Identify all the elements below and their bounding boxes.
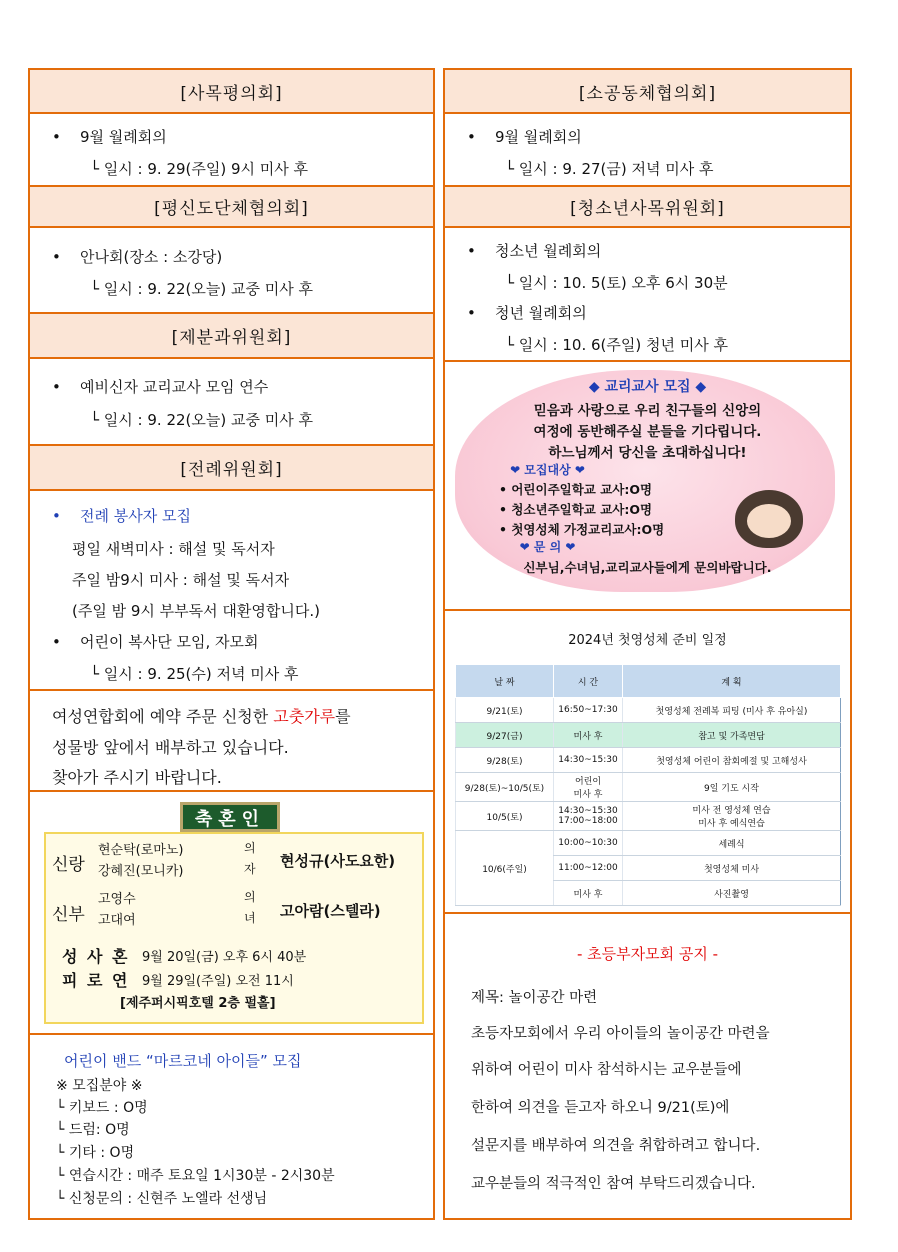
notice-line-3: 찾아가 주시기 바랍니다. (52, 768, 222, 787)
item-date: └ 일시 : 10. 6(주일) 청년 미사 후 (505, 336, 728, 354)
header-time: 시 간 (554, 665, 623, 698)
cell-plan: 첫영성체 어린이 참회예절 및 고해성사 (623, 748, 841, 773)
item-anna-meeting: 안나회(장소 : 소강당) (80, 248, 223, 266)
parents-line-4: 설문지를 배부하여 의견을 취합하려고 합니다. (471, 1138, 761, 1154)
cell-time: 14:30~15:30 (554, 748, 623, 773)
bride-label: 신부 (52, 905, 85, 925)
band-drum: └ 드럼: O명 (56, 1122, 130, 1138)
cell-time: 어린이 미사 후 (554, 773, 623, 802)
groom-label: 신랑 (52, 855, 85, 875)
text-line: (주일 밤 9시 부부독서 대환영합니다.) (72, 602, 320, 620)
divider (30, 689, 433, 691)
band-keyboard: └ 키보드 : O명 (56, 1100, 148, 1116)
item-date: └ 일시 : 9. 27(금) 저녁 미사 후 (505, 160, 714, 178)
poster-contact-text: 신부님,수녀님,교리교사들에게 문의바랍니다. (523, 560, 772, 575)
wedding-venue: [제주퍼시픽호텔 2층 펄홀] (120, 996, 276, 1011)
girl-face-illustration (735, 490, 803, 548)
bullet: • (52, 248, 61, 266)
bullet: • (52, 128, 61, 146)
notice-line-1: 여성연합회에 예약 주문 신청한 고춧가루를 (52, 707, 351, 726)
cell-time: 14:30~15:30 17:00~18:00 (554, 802, 623, 831)
cell-time: 16:50~17:30 (554, 698, 623, 723)
poster-title: ◆ 교리교사 모집 ◆ (588, 379, 707, 395)
item-date: └ 일시 : 9. 22(오늘) 교중 미사 후 (90, 280, 313, 298)
groom-parent-2: 강혜진(모니카) (98, 864, 184, 879)
parents-notice-title: - 초등부자모회 공지 - (576, 945, 719, 963)
item-youth-meeting: 청소년 월례회의 (495, 242, 602, 260)
schedule-table (455, 664, 841, 906)
section-title-liturgy: [전례위원회] (30, 444, 433, 491)
item-monthly-meeting: 9월 월례회의 (80, 128, 167, 146)
cell-plan: 첫영성체 전례복 피팅 (미사 후 유아실) (623, 698, 841, 723)
bullet: • (467, 304, 476, 322)
cell-date: 9/28(토)~10/5(토) (456, 773, 554, 802)
text-line: 주일 밤9시 미사 : 해설 및 독서자 (72, 571, 290, 589)
parents-line-2: 위하여 어린이 미사 참석하시는 교우분들에 (471, 1062, 742, 1078)
parents-line-1: 초등자모회에서 우리 아이들의 놀이공간 마련을 (471, 1026, 770, 1042)
groom-parent-1: 현순탁(로마노) (98, 843, 184, 858)
table-row (456, 698, 841, 723)
cell-plan: 9일 기도 시작 (623, 773, 841, 802)
poster-target-1: • 어린이주일학교 교사:O명 (499, 482, 653, 497)
cell-time: 10:00~10:30 (554, 831, 623, 856)
divider (445, 609, 850, 611)
band-title: 어린이 밴드 “마르코네 아이들” 모집 (64, 1052, 302, 1070)
sacrament-time: 9월 20일(금) 오후 6시 40분 (142, 950, 307, 965)
section-title-youth: [청소년사목위원회] (445, 185, 850, 228)
item-catechist-training: 예비신자 교리교사 모임 연수 (80, 378, 269, 396)
bullet: • (52, 633, 61, 651)
parents-line-3: 한하여 의견을 듣고자 하오니 9/21(토)에 (471, 1100, 730, 1116)
wedding-title: 축혼인 (180, 802, 280, 832)
section-title-pastoral-council: [사목평의회] (30, 70, 433, 114)
poster-target-2: • 청소년주일학교 교사:O명 (499, 502, 653, 517)
divider (445, 912, 850, 914)
bride-rel-1: 의 (244, 890, 256, 904)
cell-time: 미사 후 (554, 723, 623, 748)
poster-contact-heading: ❤ 문 의 ❤ (519, 540, 576, 554)
header-date: 날 짜 (456, 665, 554, 698)
poster-target-heading: ❤ 모집대상 ❤ (510, 463, 585, 477)
bride-name: 고아람(스텔라) (280, 902, 381, 920)
section-title-laity-council: [평신도단체협의회] (30, 185, 433, 228)
text-line: 평일 새벽미사 : 해설 및 독서자 (72, 540, 275, 558)
item-liturgy-recruit: 전례 봉사자 모집 (80, 507, 191, 525)
bride-parent-1: 고영수 (98, 892, 136, 907)
divider (30, 790, 433, 792)
cell-date: 10/5(토) (456, 802, 554, 831)
sacrament-label: 성 사 혼 (62, 947, 130, 966)
table-header-row (456, 665, 841, 698)
cell-date: 9/28(토) (456, 748, 554, 773)
item-date: └ 일시 : 10. 5(토) 오후 6시 30분 (505, 274, 728, 292)
cell-date: 9/27(금) (456, 723, 554, 748)
item-monthly-meeting: 9월 월례회의 (495, 128, 582, 146)
divider (30, 1033, 433, 1035)
item-young-adult-meeting: 청년 월례회의 (495, 304, 587, 322)
cell-plan: 미사 전 영성체 연습 미사 후 예식연습 (623, 802, 841, 831)
table-row (456, 831, 841, 856)
groom-rel-1: 의 (244, 841, 256, 855)
band-practice-time: └ 연습시간 : 매주 토요일 1시30분 - 2시30분 (56, 1168, 335, 1184)
parents-line-5: 교우분들의 적극적인 참여 부탁드리겠습니다. (471, 1176, 756, 1192)
right-column (443, 68, 852, 1220)
band-contact: └ 신청문의 : 신현주 노엘라 선생님 (56, 1191, 268, 1207)
item-date: └ 일시 : 9. 29(주일) 9시 미사 후 (90, 160, 309, 178)
section-title-small-community: [소공동체협의회] (445, 70, 850, 114)
bullet: • (467, 128, 476, 146)
item-altar-servers: 어린이 복사단 모임, 자모회 (80, 633, 259, 651)
header-plan: 계 획 (623, 665, 841, 698)
cell-plan: 첫영성체 미사 (623, 856, 841, 881)
band-guitar: └ 기타 : O명 (56, 1145, 135, 1161)
divider (445, 360, 850, 362)
bullet: • (467, 242, 476, 260)
groom-rel-2: 자 (244, 862, 256, 876)
cell-time: 미사 후 (554, 881, 623, 906)
groom-name: 현성규(사도요한) (280, 852, 396, 870)
parents-subject: 제목: 놀이공간 마련 (471, 990, 598, 1006)
cell-date: 9/21(토) (456, 698, 554, 723)
table-row (456, 773, 841, 802)
cell-time: 11:00~12:00 (554, 856, 623, 881)
reception-time: 9월 29일(주일) 오전 11시 (142, 974, 294, 989)
bride-rel-2: 녀 (244, 911, 256, 925)
section-title-committee: [제분과위원회] (30, 312, 433, 359)
item-date: └ 일시 : 9. 25(수) 저녁 미사 후 (90, 665, 299, 683)
bullet: • (52, 378, 61, 396)
table-row (456, 723, 841, 748)
left-column (28, 68, 435, 1220)
cell-plan: 세례식 (623, 831, 841, 856)
bullet: • (52, 507, 61, 525)
reception-label: 피 로 연 (62, 971, 130, 990)
bride-parent-2: 고대여 (98, 913, 136, 928)
notice-line-2: 성물방 앞에서 배부하고 있습니다. (52, 738, 289, 757)
poster-line-1: 믿음과 사랑으로 우리 친구들의 신앙의 (533, 403, 762, 419)
poster-line-3: 하느님께서 당신을 초대하십니다! (548, 445, 747, 461)
poster-target-3: • 첫영성체 가정교리교사:O명 (499, 522, 665, 537)
poster-line-2: 여정에 동반해주실 분들을 기다립니다. (533, 424, 762, 440)
cell-plan: 사진촬영 (623, 881, 841, 906)
cell-plan: 참고 및 가족면담 (623, 723, 841, 748)
cell-date: 10/6(주일) (456, 831, 554, 906)
item-date: └ 일시 : 9. 22(오늘) 교중 미사 후 (90, 411, 313, 429)
table-row (456, 802, 841, 831)
band-field: ※ 모집분야 ※ (56, 1078, 143, 1094)
table-row (456, 748, 841, 773)
schedule-title: 2024년 첫영성체 준비 일정 (568, 633, 727, 648)
